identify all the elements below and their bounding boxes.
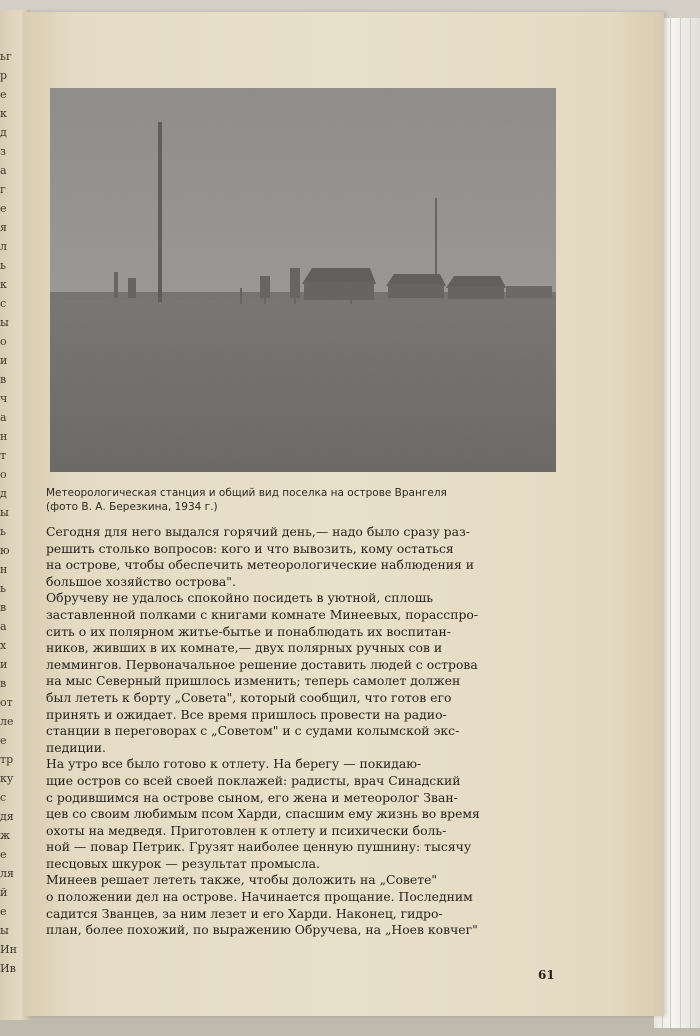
left-page-fragment: ку [0, 772, 14, 785]
left-page-fragment: ьг [0, 50, 12, 63]
left-page-fragment: дя [0, 810, 14, 823]
text-line: педиции. [46, 739, 106, 755]
left-page-fragment: х [0, 639, 7, 652]
left-page-fragment: к [0, 278, 7, 291]
text-line: с родившимся на острове сыном, его жена и метеоролог Зван- [46, 789, 458, 805]
left-page-fragment: р [0, 69, 8, 82]
left-page-fragment: ь [0, 259, 6, 272]
left-page-fragment: а [0, 620, 7, 633]
text-line: заставленной полками с книгами комнате Минеевых, порасспро- [46, 606, 479, 622]
text-line: Обручеву не удалось спокойно посидеть в уютной, сплошь [46, 590, 434, 606]
body-text [46, 524, 566, 939]
left-page-fragment: н [0, 430, 8, 443]
left-page-fragment: а [0, 164, 7, 177]
left-page-fragment: л [0, 240, 7, 253]
left-page-fragment: ы [0, 506, 9, 519]
left-page-fragment: в [0, 373, 7, 386]
text-line: леммингов. Первоначальное решение доставить людей с острова [46, 656, 478, 672]
left-page-fragment: в [0, 677, 7, 690]
photo-meteorological-station [50, 88, 556, 472]
left-page-fragment: в [0, 601, 7, 614]
left-page-fragment: о [0, 468, 7, 481]
left-page-fragment: т [0, 449, 7, 462]
photo-caption [46, 486, 576, 514]
left-page-fragment: е [0, 88, 7, 101]
text-line: Минеев решает лететь также, чтобы доложить на „Совете" [46, 872, 438, 888]
text-line: Сегодня для него выдался горячий день,— надо было сразу раз- [46, 524, 470, 539]
text-line: на мыс Северный пришлось изменить; теперь самолет должен [46, 673, 461, 689]
photo-image [50, 88, 556, 472]
book-page [24, 12, 664, 1016]
text-line: был лететь к борту „Совета", который сообщил, что готов его [46, 689, 452, 705]
text-line: цев со своим любимым псом Харди, спасшим ему жизнь во время [46, 806, 480, 822]
text-line: щие остров со всей своей поклажей: радисты, врач Синадский [46, 772, 461, 788]
left-page-fragment: и [0, 354, 8, 367]
left-page-fragment: я [0, 221, 7, 234]
text-line: решить столько вопросов: кого и что вывозить, кому остаться [46, 540, 454, 556]
left-page-fragment: Ив [0, 962, 16, 975]
left-page-fragment: ж [0, 829, 11, 842]
left-page-fragment: е [0, 734, 7, 747]
text-line: сить о их полярном житье-бытье и понаблюдать их воспитан- [46, 623, 451, 639]
left-page-fragment: з [0, 145, 6, 158]
left-page-fragment: ле [0, 715, 14, 728]
text-line: принять и ожидает. Все время пришлось провести на радио- [46, 706, 447, 722]
left-page-fragment: е [0, 848, 7, 861]
left-page-fragment: с [0, 791, 7, 804]
text-line: о положении дел на острове. Начинается прощание. Последним [46, 889, 473, 905]
text-line: на острове, чтобы обеспечить метеорологические наблюдения и [46, 557, 475, 573]
left-page-fragment: е [0, 905, 7, 918]
text-line: станции в переговорах с „Советом" и с судами колымской экс- [46, 723, 460, 739]
text-line: ников, живших в их комнате,— двух полярных ручных сов и [46, 640, 443, 656]
page-number: 61 [538, 968, 555, 982]
left-page-fragment: е [0, 202, 7, 215]
left-page-fragment: ю [0, 544, 10, 557]
caption-line-2: (фото В. А. Березкина, 1934 г.) [46, 501, 218, 513]
text-line: большое хозяйство острова". [46, 573, 236, 589]
left-page-fragment: д [0, 126, 7, 139]
left-page-fragment: Ин [0, 943, 17, 956]
text-line: ной — повар Петрик. Грузят наиболее ценную пушнину: тысячу [46, 839, 472, 855]
left-page-fragment: д [0, 487, 7, 500]
left-page-fragment: о [0, 335, 7, 348]
left-page-fragment: г [0, 183, 6, 196]
text-line: план, более похожий, по выражению Обручева, на „Ноев ковчег" [46, 922, 478, 938]
left-page-fragment: и [0, 658, 8, 671]
left-page-fragment: от [0, 696, 13, 709]
caption-line-1: Метеорологическая станция и общий вид поселка на острове Врангеля [46, 487, 447, 499]
text-line: песцовых шкурок — результат промысла. [46, 855, 320, 871]
left-page-fragment: ы [0, 924, 9, 937]
left-page-fragment: н [0, 563, 8, 576]
left-page-fragment: с [0, 297, 7, 310]
left-page-fragment: тр [0, 753, 14, 766]
left-page-fragment: ля [0, 867, 14, 880]
left-page-fragment: к [0, 107, 7, 120]
left-page-fragment: й [0, 886, 8, 899]
text-line: На утро все было готово к отлету. На берегу — покидаю- [46, 756, 422, 772]
left-page-fragment: ь [0, 525, 6, 538]
left-page-fragment: а [0, 411, 7, 424]
left-page-fragment: ы [0, 316, 9, 329]
text-line: охоты на медведя. Приготовлен к отлету и психически боль- [46, 822, 447, 838]
text-line: садится Званцев, за ним лезет и его Харди. Наконец, гидро- [46, 905, 443, 921]
left-page-fragment: ч [0, 392, 8, 405]
left-page-fragment: ь [0, 582, 6, 595]
